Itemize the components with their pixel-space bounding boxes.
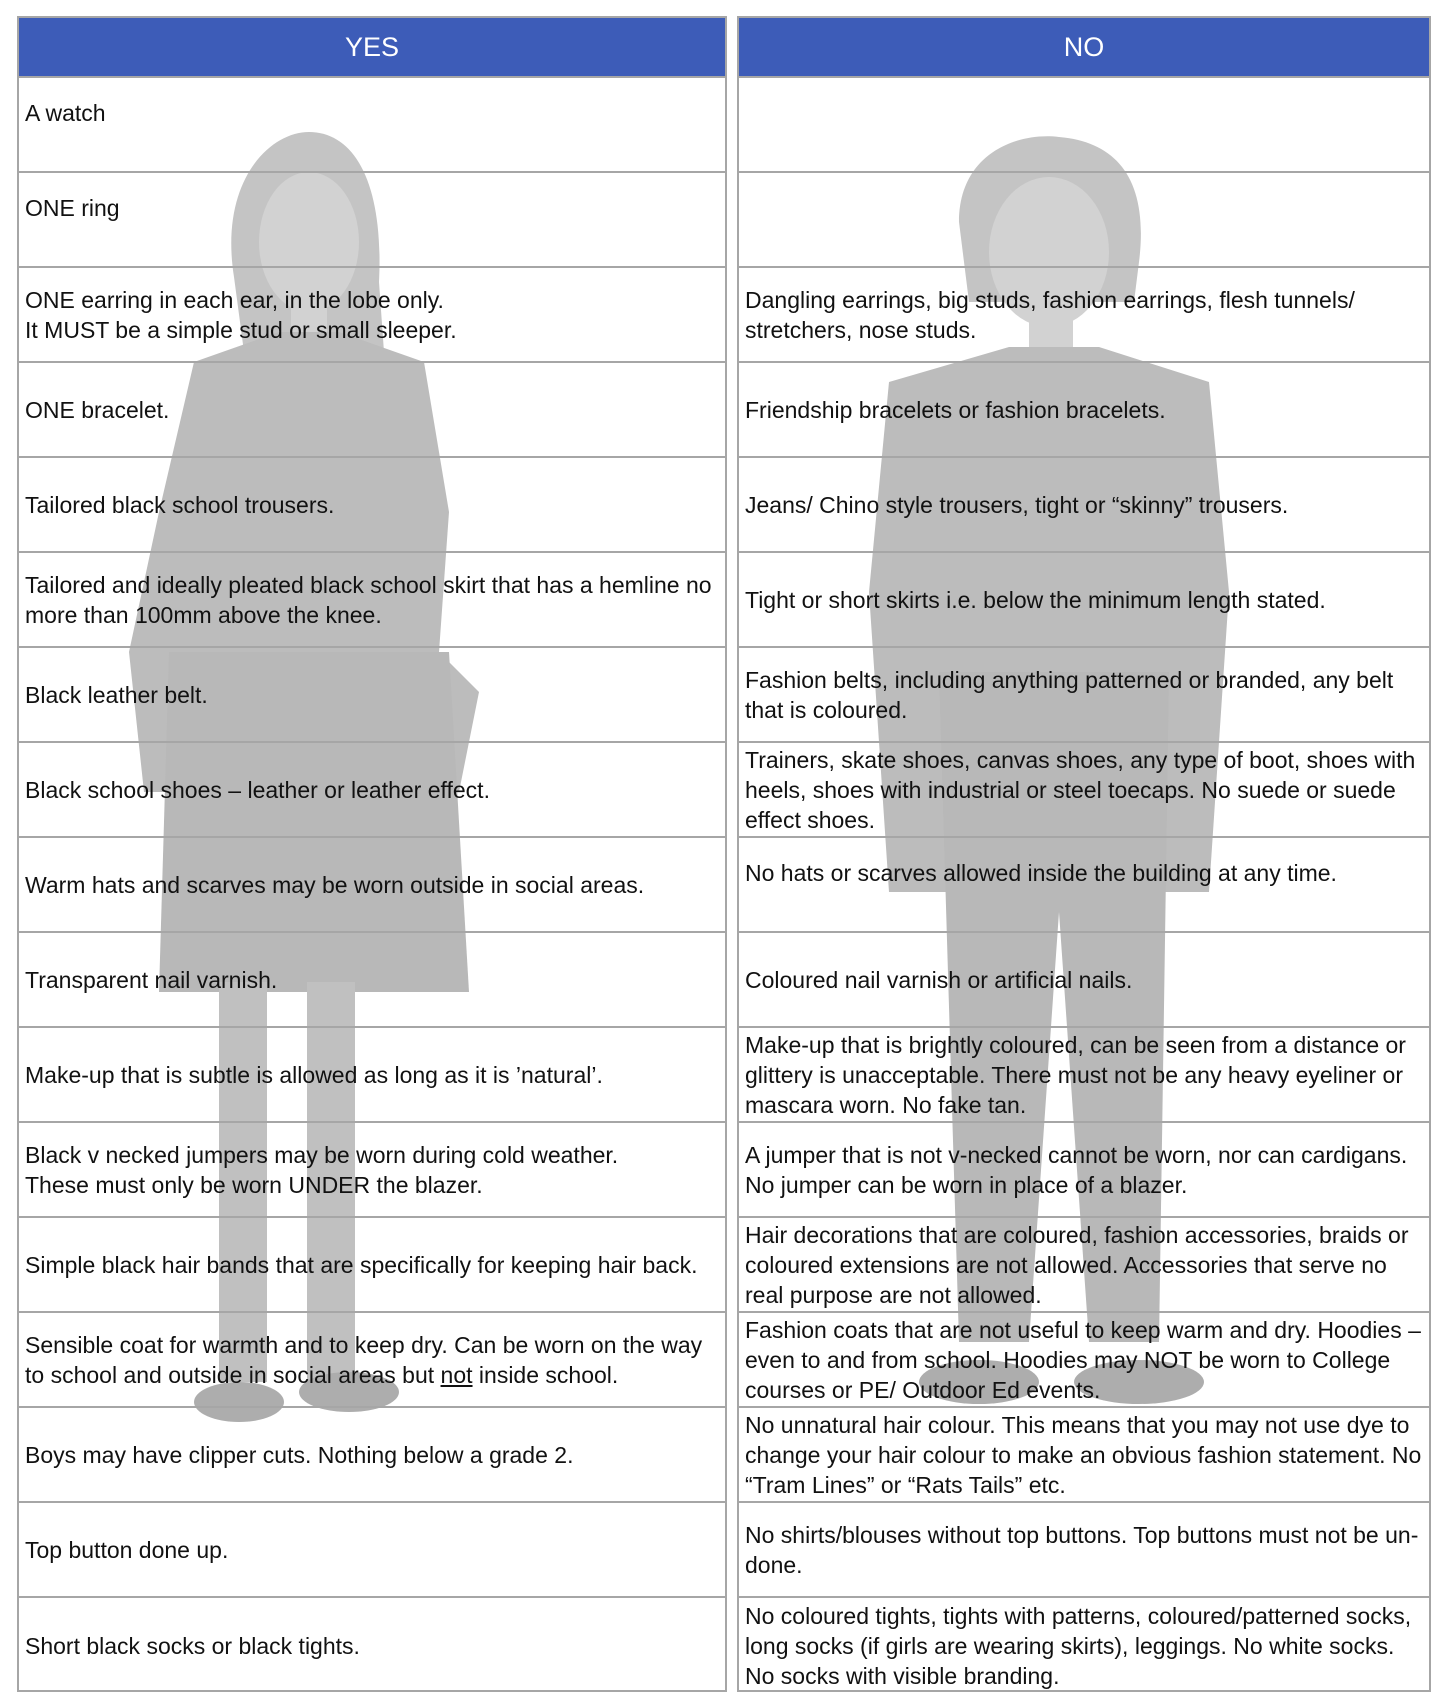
yes-row-ring: ONE ring (19, 173, 725, 268)
no-row-socks: No coloured tights, tights with patterns, coloured/patterned socks, long socks (if girls are wearing skirts), leggings. No white socks. No socks with visible branding. (745, 1602, 1412, 1689)
yes-row-shoes: Black school shoes – leather or leather effect. (19, 743, 725, 838)
no-row-nail-varnish: Coloured nail varnish or artificial nails. (739, 933, 1429, 1028)
no-row-top-buttons: No shirts/blouses without top buttons. Top buttons must not be un-done. (739, 1503, 1429, 1598)
no-row-belts: Fashion belts, including anything patterned or branded, any belt that is coloured. (739, 648, 1429, 743)
yes-row-watch: A watch (19, 78, 725, 173)
underlined-not: not (440, 1361, 473, 1388)
yes-rows (19, 78, 725, 1692)
yes-header: YES (19, 18, 725, 78)
no-row-hats: No hats or scarves allowed inside the building at any time. (739, 838, 1429, 933)
yes-row-jumpers: Black v necked jumpers may be worn during cold weather. These must only be worn UNDER the blazer. (19, 1123, 725, 1218)
no-row-jumpers: A jumper that is not v-necked cannot be worn, nor can cardigans. No jumper can be worn in place of a blazer. (739, 1123, 1429, 1218)
no-column (737, 16, 1431, 1692)
yes-row-earring: ONE earring in each ear, in the lobe only. It MUST be a simple stud or small sleeper. (19, 268, 725, 363)
yes-row-clipper-cuts: Boys may have clipper cuts. Nothing below a grade 2. (19, 1408, 725, 1503)
no-row-ring (739, 173, 1429, 268)
no-row-earrings: Dangling earrings, big studs, fashion earrings, flesh tunnels/ stretchers, nose studs. (739, 268, 1429, 363)
yes-row-skirt: Tailored and ideally pleated black school skirt that has a hemline no more than 100mm above the knee. (19, 553, 725, 648)
no-row-coats: Fashion coats that are not useful to keep warm and dry. Hoodies – even to and from school. Hoodies may NOT be worn to College courses or PE/ Outdoor Ed events. (739, 1313, 1429, 1408)
yes-row-socks: Short black socks or black tights. (25, 1632, 360, 1659)
no-row-trousers: Jeans/ Chino style trousers, tight or “skinny” trousers. (739, 458, 1429, 553)
no-row-skirts: Tight or short skirts i.e. below the minimum length stated. (739, 553, 1429, 648)
no-header: NO (739, 18, 1429, 78)
yes-row-hats: Warm hats and scarves may be worn outside in social areas. (19, 838, 725, 933)
no-row-make-up: Make-up that is brightly coloured, can be seen from a distance or glittery is unacceptable. There must not be any heavy eyeliner or mascara worn. No fake tan. (739, 1028, 1429, 1123)
no-row-shoes: Trainers, skate shoes, canvas shoes, any type of boot, shoes with heels, shoes with industrial or steel toecaps. No suede or suede effect shoes. (739, 743, 1429, 838)
no-row-bracelets: Friendship bracelets or fashion bracelets. (739, 363, 1429, 458)
yes-row-trousers: Tailored black school trousers. (19, 458, 725, 553)
yes-row-top-button: Top button done up. (19, 1503, 725, 1598)
yes-row-coat: Sensible coat for warmth and to keep dry. Can be worn on the way to school and outside in social areas but not inside school. (19, 1313, 725, 1408)
yes-row-belt: Black leather belt. (19, 648, 725, 743)
no-row-hair-decorations: Hair decorations that are coloured, fashion accessories, braids or coloured extensions are not allowed. Accessories that serve no real purpose are not allowed. (739, 1218, 1429, 1313)
yes-column (17, 16, 727, 1692)
yes-row-hair-bands: Simple black hair bands that are specifically for keeping hair back. (19, 1218, 725, 1313)
yes-row-bracelet: ONE bracelet. (19, 363, 725, 458)
no-row-hair-colour: No unnatural hair colour. This means that you may not use dye to change your hair colour to make an obvious fashion statement. No “Tram Lines” or “Rats Tails” etc. (739, 1408, 1429, 1503)
yes-row-make-up: Make-up that is subtle is allowed as long as it is ’natural’. (19, 1028, 725, 1123)
no-row-watch (739, 78, 1429, 173)
yes-row-nail-varnish: Transparent nail varnish. (19, 933, 725, 1028)
no-rows (739, 78, 1429, 1692)
